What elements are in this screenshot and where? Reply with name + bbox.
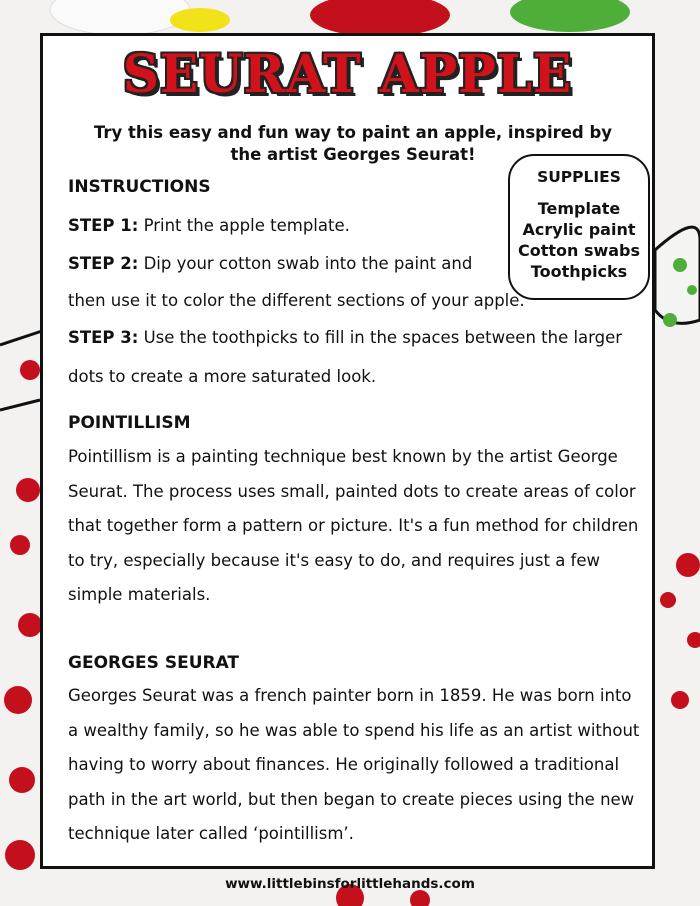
step-3-text: Use the toothpicks to fill in the spaces between the larger xyxy=(138,328,623,347)
step-1-label: STEP 1: xyxy=(68,216,139,235)
step-1-text: Print the apple template. xyxy=(138,216,350,235)
georges-seurat-body: Georges Seurat was a french painter born in 1859. He was born into a wealthy family, so he was able to spend his life as an artist without having to worry about finances. He originally followed a traditional path in the art world, but then began to create pieces using the new technique later called ‘pointillism’. xyxy=(68,686,640,843)
pointillism-heading: POINTILLISM xyxy=(68,413,191,433)
supply-item: Template xyxy=(537,199,621,218)
step-1 xyxy=(68,216,350,235)
step-2 xyxy=(68,254,472,273)
step-3-continued: dots to create a more saturated look. xyxy=(68,367,377,386)
supplies-list xyxy=(510,198,648,282)
step-2-continued: then use it to color the different sections of your apple. xyxy=(68,291,525,310)
step-3-label: STEP 3: xyxy=(68,328,139,347)
supplies-heading: SUPPLIES xyxy=(537,168,621,186)
supplies-box xyxy=(508,154,650,300)
step-2-label: STEP 2: xyxy=(68,254,139,273)
footer-url: www.littlebinsforlittlehands.com xyxy=(225,876,475,892)
subtitle: Try this easy and fun way to paint an apple, inspired by the artist Georges Seurat! xyxy=(93,123,613,164)
step-2-text: Dip your cotton swab into the paint and xyxy=(138,254,473,273)
supply-item: Acrylic paint xyxy=(522,220,636,239)
page-title: SEURAT APPLE xyxy=(122,42,573,105)
worksheet-card xyxy=(40,33,655,869)
instructions-heading: INSTRUCTIONS xyxy=(68,177,211,197)
supply-item: Cotton swabs xyxy=(517,241,641,260)
step-3 xyxy=(68,328,622,347)
supply-item: Toothpicks xyxy=(530,262,628,281)
georges-seurat-heading: GEORGES SEURAT xyxy=(68,653,240,673)
pointillism-body: Pointillism is a painting technique best known by the artist George Seurat. The process uses small, painted dots to create areas of color that together form a pattern or picture. It's a fun method for children to try, especially because it's easy to do, and requires just a few simple materials. xyxy=(68,447,639,604)
